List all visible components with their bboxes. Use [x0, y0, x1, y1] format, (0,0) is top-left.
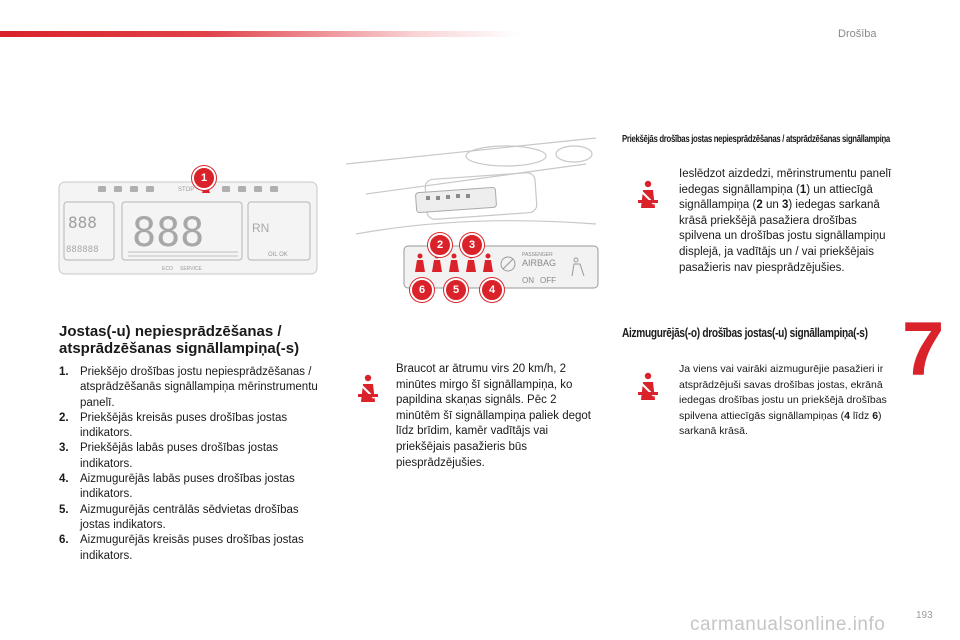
front-seatbelt-heading: Priekšējās drošības jostas nepiesprādzēšanas / atsprādzēšanas signāllampiņa: [622, 134, 890, 145]
list-item: 6. Aizmugurējās kreisās puses drošības jostas indikators.: [59, 534, 304, 562]
seatbelt-warning-icon: [636, 180, 660, 210]
callout-1: 1: [192, 166, 216, 190]
rear-seatbelt-text: Ja viens vai vairāki aizmugurējie pasažieri ir atsprādzējuši savas drošības jostas, ekrānā iedegas drošības jostu un priekšējā drošības spilvena attiecīgās signāllampiņas (4 līdz 6) sarkanā krāsā.: [679, 363, 887, 438]
gear-label: RN: [252, 221, 270, 235]
front-seatbelt-text: Ieslēdzot aizdedzi, mērinstrumentu panelī iedegas signāllampiņa (1) un attiecīgā signāllampiņa (2 un 3) iedegas sarkanā krāsā priekšējā pasažiera drošības spilvena un drošības jostu signāllampiņu displejā, ja vadītājs un / vai priekšējais pasažieris nav piesprādzējušies.: [679, 168, 892, 274]
airbag-on-label: ON: [522, 276, 534, 285]
page-number: 193: [916, 610, 933, 621]
chapter-number: 7: [902, 307, 945, 392]
airbag-off-label: OFF: [540, 276, 556, 285]
left-display-digits: 888: [68, 213, 97, 232]
callout-4: 4: [480, 278, 504, 302]
seatbelt-warning-heading: Jostas(-u) nepiesprādzēšanas / atsprādzēšanas signāllampiņa(-s): [59, 323, 300, 357]
list-item: 5. Aizmugurējās centrālās sēdvietas drošības jostas indikators.: [59, 503, 299, 531]
callout-2: 2: [428, 233, 452, 257]
callout-5: 5: [444, 278, 468, 302]
airbag-label: AIRBAG: [522, 258, 557, 268]
eco-label: ECO: [162, 266, 173, 272]
header-accent-bar: [0, 31, 520, 37]
speed-display-digits: 888: [132, 210, 205, 256]
seatbelt-warning-icon: [636, 372, 660, 402]
callout-3: 3: [460, 233, 484, 257]
watermark: carmanualsonline.info: [690, 614, 886, 635]
list-item: 4. Aizmugurējās labās puses drošības jostas indikators.: [59, 473, 295, 501]
service-label: SERVICE: [180, 266, 202, 272]
list-item: 2. Priekšējās kreisās puses drošības jostas indikators.: [59, 411, 288, 440]
airbag-title: PASSENGER: [522, 252, 553, 258]
section-label: Drošība: [838, 28, 877, 40]
stop-label: STOP: [178, 187, 195, 193]
seatbelt-warning-icon: [356, 374, 380, 404]
list-item: 1. Priekšējo drošības jostu nepiesprādzēšanas / atsprādzēšanās signāllampiņa mērinstrumentu panelī.: [59, 366, 318, 409]
callout-6: 6: [410, 278, 434, 302]
speed-warning-text: Braucot ar ātrumu virs 20 km/h, 2 minūtes mirgo šī signāllampiņa, ko papildina skaņas signāls. Pēc 2 minūtēm šī signāllampiņa paliek degot līdz brīdim, kamēr vadītājs vai priekšējais pasažieris būs piesprādzējušies.: [396, 363, 591, 469]
odometer: 888888: [66, 245, 99, 255]
rear-seatbelt-heading: Aizmugurējās(-o) drošības jostas(-u) signāllampiņa(-s): [622, 325, 868, 340]
roof-console-illustration: [336, 134, 606, 314]
indicator-list: [59, 365, 329, 564]
oil-label: OIL OK: [268, 252, 288, 258]
list-item: 3. Priekšējās labās puses drošības jostas indikators.: [59, 442, 279, 470]
instrument-panel-illustration: [58, 168, 320, 276]
